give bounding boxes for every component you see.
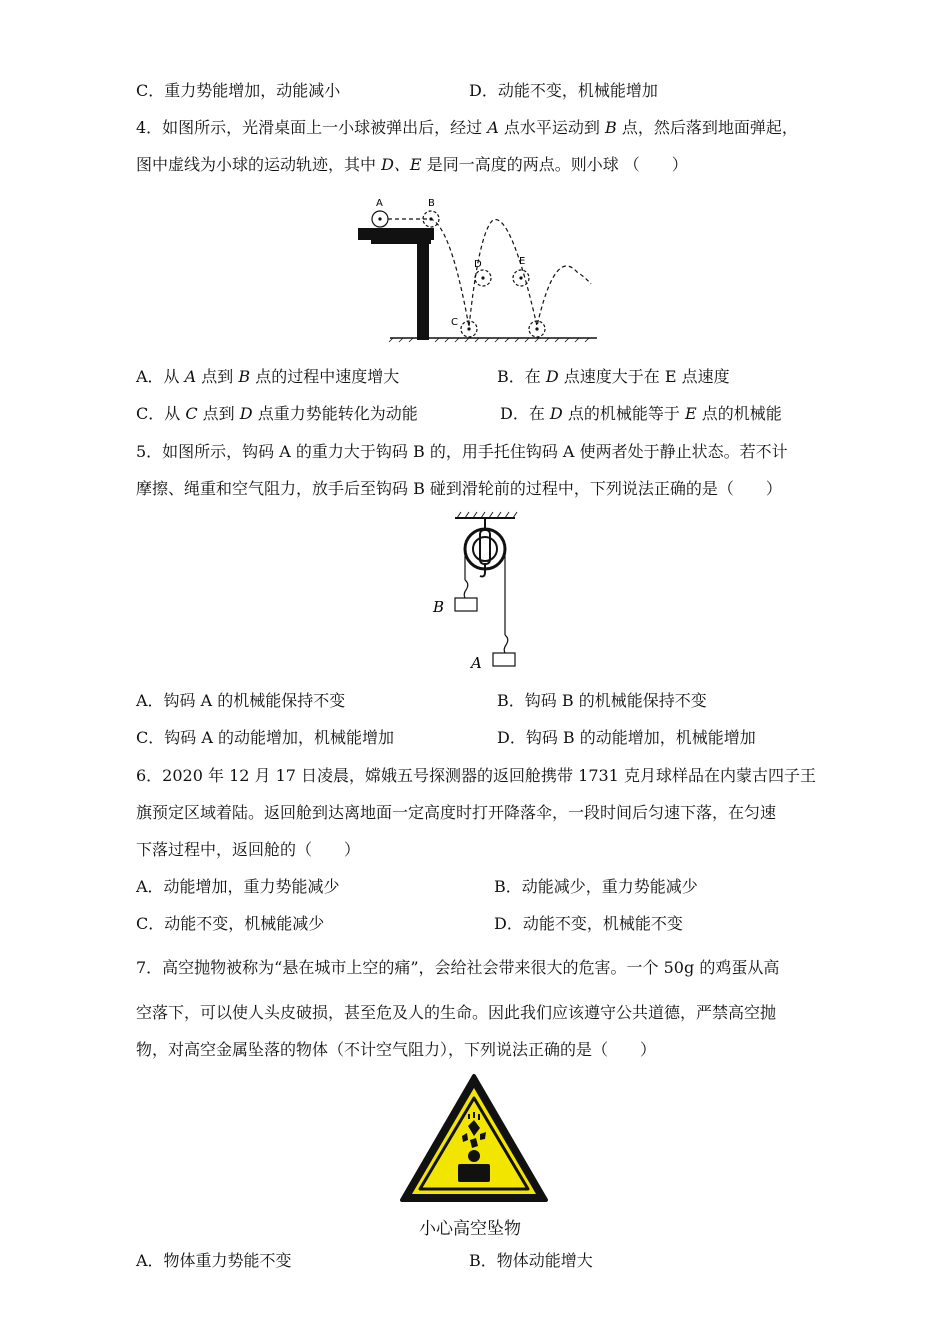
weight-b — [455, 598, 477, 611]
q6-option-a: A．动能增加，重力势能减少 — [136, 877, 340, 896]
q5-option-a: A．钩码 A 的机械能保持不变 — [136, 691, 346, 710]
q6-option-c: C．动能不变，机械能减少 — [136, 914, 325, 933]
q5-option-c: C．钩码 A 的动能增加，机械能增加 — [136, 728, 394, 747]
q5-option-b: B．钩码 B 的机械能保持不变 — [497, 691, 707, 710]
q4-point-b: B — [605, 118, 617, 137]
q4-stem-line1 — [136, 117, 798, 139]
falling-object-warning-sign — [398, 1072, 550, 1206]
q7-stem-line2: 空落下，可以使人头皮破损，甚至危及人的生命。因此我们应该遵守公共道德，严禁高空抛 — [136, 1003, 777, 1022]
q3-option-c: C．重力势能增加，动能减小 — [136, 81, 341, 100]
q5-option-d: D．钩码 B 的动能增加，机械能增加 — [497, 728, 756, 747]
q4-stem-text: 4．如图所示，光滑桌面上一小球被弹出后，经过 — [136, 118, 488, 137]
q4-stem-line2 — [136, 154, 688, 176]
q4-points-de: D、E — [381, 155, 422, 174]
q6-stem-line2: 旗预定区域着陆。返回舱到达离地面一定高度时打开降落伞，一段时间后匀速下落，在匀速 — [136, 803, 777, 822]
q6-stem-line3: 下落过程中，返回舱的（ ） — [136, 840, 361, 859]
q4-stem-text: 是同一高度的两点。则小球 （ ） — [421, 155, 688, 174]
q4-point-a: A — [487, 118, 499, 137]
q4-stem-text: 点，然后落到地面弹起， — [616, 118, 798, 137]
label-weight-a: A — [471, 654, 482, 670]
sign-caption: 小心高空坠物 — [419, 1219, 521, 1239]
q3-option-d: D．动能不变，机械能增加 — [469, 81, 658, 100]
q4-option-a: A．从 A 点到 B 点的过程中速度增大 — [136, 367, 400, 386]
label-d: D — [474, 259, 482, 270]
label-a: A — [376, 198, 383, 209]
label-b: B — [428, 198, 435, 209]
table-leg — [417, 240, 429, 340]
q4-trajectory-figure — [355, 192, 600, 344]
q6-option-d: D．动能不变，机械能不变 — [494, 914, 683, 933]
q6-option-b: B．动能减少，重力势能减少 — [494, 877, 698, 896]
label-e: E — [519, 256, 526, 267]
q5-pulley-figure — [425, 510, 525, 670]
label-weight-b: B — [433, 598, 445, 616]
q7-option-a: A．物体重力势能不变 — [136, 1251, 292, 1270]
label-c: C — [451, 317, 458, 328]
q4-option-d: D．在 D 点的机械能等于 E 点的机械能 — [500, 404, 782, 423]
q5-stem-line1: 5．如图所示，钩码 A 的重力大于钩码 B 的，用手托住钩码 A 使两者处于静止状态。若不计 — [136, 442, 788, 461]
q7-stem-line3: 物，对高空金属坠落的物体（不计空气阻力），下列说法正确的是（ ） — [136, 1040, 657, 1059]
q7-option-b: B．物体动能增大 — [469, 1251, 593, 1270]
weight-a — [493, 653, 515, 666]
q4-stem-text: 点水平运动到 — [498, 118, 606, 137]
q6-stem-line1: 6．2020 年 12 月 17 日凌晨，嫦娥五号探测器的返回舱携带 1731 克月球样品在内蒙古四子王 — [136, 766, 816, 785]
q4-stem-text: 图中虚线为小球的运动轨迹，其中 — [136, 155, 382, 174]
q4-option-c: C．从 C 点到 D 点重力势能转化为动能 — [136, 404, 418, 423]
q7-stem-line1: 7．高空抛物被称为“悬在城市上空的痛”，会给社会带来很大的危害。一个 50g 的鸡蛋从高 — [136, 958, 780, 977]
q5-stem-line2: 摩擦、绳重和空气阻力，放手后至钩码 B 碰到滑轮前的过程中，下列说法正确的是（ ） — [136, 479, 782, 498]
q4-option-b: B．在 D 点速度大于在 E 点速度 — [497, 367, 730, 386]
pulley-axle-frame — [480, 530, 490, 564]
